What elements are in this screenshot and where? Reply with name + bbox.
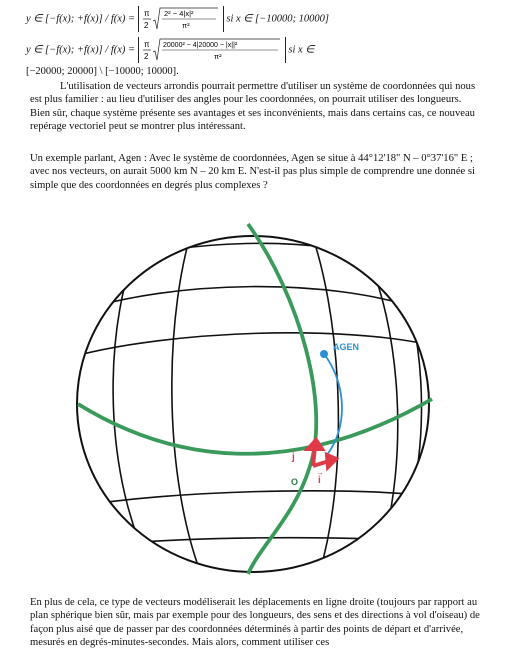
formula-2-abs <box>138 37 286 63</box>
paragraph-agen-example: Un exemple parlant, Agen : Avec le système de coordonnées, Agen se situe à 44°12'18" N – 0°37'16" E ; avec nos vecteurs, on aurait 5000 km N – 20 km E. N'est-il pas plus simple de comprendre une donnée si simple que des coordonnées en degrés plus complexes ? <box>30 153 475 191</box>
formula-2-lhs: y ∈ [−f(x); +f(x)] / f(x) = <box>26 44 136 56</box>
vector-j-label: j <box>292 452 295 463</box>
formula-2-num: 20000² − 4|20000 − |x||² <box>162 42 237 49</box>
formula-1-root <box>142 6 220 32</box>
formula-2-coef-num: π <box>143 40 150 49</box>
formula-2 <box>26 37 314 63</box>
vector-i-arrow-mark: → <box>316 468 324 477</box>
paragraph-intro: L'utilisation de vecteurs arrondis pourrait permettre d'utiliser un système de coordonnées qui nous est plus familier : au lieu d'utiliser des angles pour les coordonnées, on pourrait utiliser des longueurs. Bien sûr, chaque système présente ses avantages et ses inconvénients, mais dans certains cas, ce nouveau repérage vectoriel peut se montrer plus intéressant. <box>30 81 476 133</box>
meridian-axis <box>248 224 316 574</box>
vector-i-arrowhead <box>327 455 336 467</box>
parallel-line <box>100 243 400 266</box>
formula-1-lhs: y ∈ [−f(x); +f(x)] / f(x) = <box>26 13 136 25</box>
meridian-line <box>113 241 150 566</box>
meridian-line <box>308 224 338 578</box>
parallel-line <box>80 287 425 311</box>
meridian-line <box>172 221 205 584</box>
globe-grid <box>75 221 435 584</box>
origin-label: O <box>291 477 299 487</box>
formula-1 <box>26 6 329 32</box>
formula-1-coef-den: 2 <box>143 21 149 30</box>
formula-2-den: π² <box>213 52 222 61</box>
formula-1-coef-num: π <box>143 9 150 18</box>
vector-i-label: i <box>318 475 321 486</box>
vector-j-arrowhead <box>308 440 322 449</box>
globe-figure <box>0 206 507 586</box>
paragraph-conclusion: En plus de cela, ce type de vecteurs modéliserait les déplacements en ligne droite (toujours par rapport au plan sphérique bien sûr, mais par exemple pour des longueurs, des sens et des directions à vol d'oiseau) de façon plus aisé que de passer par des coordonnées déterminés à partir des points de départ et d'arrivée, mesurés en degrés-minutes-secondes. Mais alors, comment utiliser ces <box>30 597 480 649</box>
parallel-line <box>75 333 435 356</box>
formula-1-abs <box>138 6 224 32</box>
equator-axis <box>78 399 432 454</box>
formula-1-den: π² <box>181 21 190 30</box>
formula-2-condition-line2: [−20000; 20000] \ [−10000; 10000]. <box>26 66 179 77</box>
parallel-line <box>80 491 430 506</box>
formula-2-condition: si x ∈ <box>288 44 315 56</box>
vector-j-arrow-mark: → <box>290 445 298 454</box>
formula-2-root <box>142 37 282 63</box>
agen-point <box>320 350 328 358</box>
agen-label: AGEN <box>333 342 360 352</box>
formula-2-coef-den: 2 <box>143 52 149 61</box>
formula-1-condition: si x ∈ [−10000; 10000] <box>226 13 329 25</box>
formula-1-num: 2² − 4|x|² <box>163 9 194 18</box>
